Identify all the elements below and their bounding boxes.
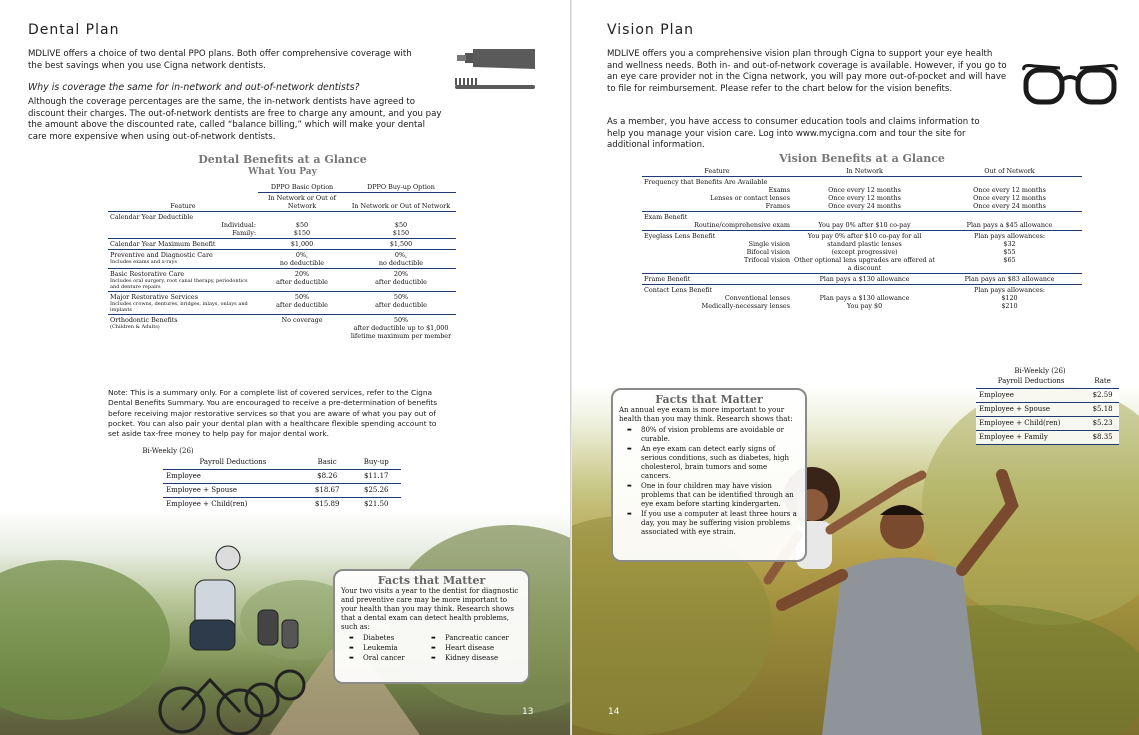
row-sublabel: Exams	[768, 186, 790, 194]
dental-heading: Dental Plan	[28, 22, 120, 38]
list-item: ▬ Heart disease	[445, 644, 522, 653]
row-label: Frequency that Benefits Are Available	[644, 178, 768, 186]
cell: You pay $0	[846, 302, 883, 310]
cell: Once every 12 months	[973, 186, 1046, 194]
table-row	[163, 470, 401, 484]
dental-facts-list-a	[341, 634, 423, 664]
cell: (except progressive)	[831, 248, 898, 256]
cell: $18.67	[303, 484, 352, 498]
row-sublabel: Trifocal vision	[744, 256, 790, 264]
vision-page	[572, 0, 1139, 735]
row-label: Employee	[976, 389, 1086, 403]
cell: 0%,	[394, 251, 408, 259]
cell: $55	[1003, 248, 1016, 256]
cell: 50%	[294, 293, 310, 301]
col-header: Buy-up	[352, 456, 401, 470]
col-out-network: Out of Network	[937, 166, 1082, 177]
cell: Once every 24 months	[828, 202, 901, 210]
row-label: Employee + Spouse	[163, 484, 303, 498]
cell: $32	[1003, 240, 1016, 248]
toothpaste-icon	[455, 47, 537, 99]
cell: Once every 12 months	[828, 194, 901, 202]
col-buyup: DPPO Buy-up Option	[346, 182, 456, 193]
table-row	[108, 250, 456, 269]
cell: after deductible	[375, 301, 427, 309]
row-sublabel: Frames	[765, 202, 790, 210]
dental-facts-box	[333, 569, 530, 684]
cell: Plan pays allowances:	[973, 232, 1046, 240]
page-number: 14	[608, 707, 620, 717]
cell: 20%	[393, 270, 409, 278]
row-note: Includes exams and x-rays	[110, 259, 177, 265]
row-label: Calendar Year Maximum Benefit	[108, 239, 258, 250]
vision-table-title: Vision Benefits at a Glance	[779, 152, 945, 165]
cell: after deductible up to $1,000 lifetime maximum per member	[350, 324, 452, 340]
table-row	[163, 484, 401, 498]
col-header: Payroll Deductions	[976, 375, 1086, 389]
cell: Plan pays a $130 allowance	[819, 294, 910, 302]
cell: $150	[392, 229, 410, 237]
cell: after deductible	[276, 278, 328, 286]
vision-benefits-table	[642, 166, 1082, 311]
cell: $2.59	[1086, 389, 1119, 403]
cell: $150	[293, 229, 311, 237]
cell: no deductible	[378, 259, 424, 267]
row-label: Calendar Year Deductible	[110, 213, 194, 221]
row-note: Includes crowns, dentures, bridges, inlays, onlays and implants	[110, 301, 248, 313]
row-label: Basic Restorative Care	[110, 270, 185, 278]
dental-table-title: Dental Benefits at a Glance	[198, 153, 367, 166]
vision-intro: MDLIVE offers you a comprehensive vision plan through Cigna to support your eye health and wellness needs. Both in- and out-of-network coverage is available. However, if you go to an eye care provider not in the Cigna network, you will pay more out-of-pocket and will have to file for reimbursement. Please refer to the chart below for the vision benefits.	[607, 49, 1007, 94]
list-item: ▬ If you use a computer at least three hours a day, you may be suffering vision problems associated with eye strain.	[641, 510, 799, 537]
list-item: ▬ Oral cancer	[363, 654, 423, 663]
col-header: Basic	[303, 456, 352, 470]
vision-facts-box	[611, 388, 807, 562]
cell: $50	[295, 221, 309, 229]
cell: 20%	[294, 270, 310, 278]
cell: $21.50	[352, 498, 401, 512]
row-label: Exam Benefit	[644, 213, 688, 221]
dental-answer: Although the coverage percentages are the same, the in-network dentists have agreed to discount their charges. The out-of-network dentists are free to charge any amount, and you pay the amount above the discounted rate, called “balance billing,” which will make your dental care more expensive when using out-of-network dentists.	[28, 97, 442, 142]
vision-deductions-table	[976, 375, 1119, 445]
cell: Once every 12 months	[828, 186, 901, 194]
col-header: Payroll Deductions	[163, 456, 303, 470]
cell: $5.18	[1086, 403, 1119, 417]
table-row	[976, 403, 1119, 417]
cell: after deductible	[375, 278, 427, 286]
row-label: Frame Benefit	[642, 274, 792, 285]
list-item: ▬ Leukemia	[363, 644, 423, 653]
table-row	[108, 269, 456, 292]
cell: no deductible	[279, 259, 325, 267]
row-label: Contact Lens Benefit	[644, 286, 713, 294]
table-row	[642, 274, 1082, 285]
cell: $65	[1003, 256, 1016, 264]
eyeglasses-icon	[1020, 62, 1120, 106]
row-note: (Children & Adults)	[110, 324, 160, 330]
cell: Plan pays a $45 allowance	[966, 221, 1053, 229]
cell: No coverage	[281, 316, 323, 324]
row-label: Employee + Child(ren)	[976, 417, 1086, 431]
table-row	[976, 417, 1119, 431]
row-label: Employee + Spouse	[976, 403, 1086, 417]
table-row	[642, 212, 1082, 231]
vision-facts-title: Facts that Matter	[655, 393, 763, 406]
list-item: ▬ 80% of vision problems are avoidable or curable.	[641, 426, 799, 444]
cell: $1,000	[258, 239, 346, 250]
cell: $8.35	[1086, 431, 1119, 445]
row-sublabel: Routine/comprehensive exam	[694, 221, 790, 229]
col-network-buyup: In Network or Out of Network	[346, 193, 456, 212]
row-sublabel: Conventional lenses	[724, 294, 790, 302]
dental-table-subtitle: What You Pay	[248, 167, 317, 177]
cell: $1,500	[346, 239, 456, 250]
dental-facts-body: Your two visits a year to the dentist for diagnostic and preventive care may be more important to your health than you may think. Research shows that a dental exam can detect health problems, such as:	[341, 587, 519, 631]
page-number: 13	[522, 707, 534, 717]
cell: 50%	[393, 293, 409, 301]
col-feature: Feature	[642, 166, 792, 177]
cell: Plan pays a $130 allowance	[792, 274, 937, 285]
dental-note: Note: This is a summary only. For a complete list of covered services, refer to the Cigna Dental Benefits Summary. You are encouraged to receive a pre-determination of benefits before receiving major restorative services so that you are aware of what you pay out of pocket. You can also pair your dental plan with a healthcare flexible spending account to set aside tax-free money to help pay for major dental work.	[108, 388, 438, 439]
cell: $8.26	[303, 470, 352, 484]
row-sublabel: Family:	[232, 229, 256, 237]
row-sublabel: Single vision	[748, 240, 790, 248]
vision-facts-list	[619, 426, 799, 537]
table-row	[108, 315, 456, 342]
dental-facts-list-b	[423, 634, 522, 664]
dental-benefits-table	[108, 182, 456, 341]
row-label: Preventive and Diagnostic Care	[110, 251, 213, 259]
toothbrush-icon	[455, 78, 535, 89]
table-row	[642, 285, 1082, 312]
table-row	[108, 212, 456, 239]
cell: Plan pays allowances:	[973, 286, 1046, 294]
cell: Other optional lens upgrades are offered at a discount	[794, 256, 935, 272]
table-row	[108, 292, 456, 315]
dental-deduction-title: Bi-Weekly (26)	[142, 447, 194, 455]
vision-facts-body: An annual eye exam is more important to your health than you may think. Research shows that:	[619, 406, 793, 423]
list-item: ▬ One in four children may have vision problems that can be identified through an eye exam before starting kindergarten.	[641, 482, 799, 509]
col-network-basic: In Network or Out of Network	[258, 193, 346, 212]
list-item: ▬ Kidney disease	[445, 654, 522, 663]
list-item: ▬ An eye exam can detect early signs of serious conditions, such as diabetes, high cholesterol, brain tumors and some cancers.	[641, 445, 799, 481]
row-label: Eyeglass Lens Benefit	[644, 232, 716, 240]
table-row	[642, 231, 1082, 274]
col-basic: DPPO Basic Option	[258, 182, 346, 193]
table-row	[976, 389, 1119, 403]
dental-facts-title: Facts that Matter	[377, 574, 486, 587]
row-label: Major Restorative Services	[110, 293, 198, 301]
cell: $11.17	[352, 470, 401, 484]
vision-intro-2: As a member, you have access to consumer education tools and claims information to help you manage your vision care. Log into www.mycigna.com and tour the site for additional information.	[607, 117, 980, 150]
table-row	[108, 239, 456, 250]
row-label: Orthodontic Benefits	[110, 316, 178, 324]
cell: $25.26	[352, 484, 401, 498]
cell: $50	[394, 221, 408, 229]
vision-deduction-title: Bi-Weekly (26)	[1014, 367, 1066, 375]
row-sublabel: Individual:	[221, 221, 256, 229]
row-label: Employee + Family	[976, 431, 1086, 445]
table-row	[642, 177, 1082, 212]
cell: 0%,	[295, 251, 309, 259]
cell: Once every 24 months	[973, 202, 1046, 210]
cell: Once every 12 months	[973, 194, 1046, 202]
row-note: Includes oral surgery, root canal therapy, periodontics and denture repairs	[110, 278, 248, 290]
table-row	[976, 431, 1119, 445]
dental-question: Why is coverage the same for in-network and out-of-network dentists?	[28, 82, 360, 93]
row-sublabel: Medically-necessary lenses	[701, 302, 790, 310]
cell: $15.89	[303, 498, 352, 512]
cell: You pay 0% after $10 co-pay for all standard plastic lenses	[807, 232, 922, 248]
cell: 50%	[393, 316, 409, 324]
row-sublabel: Bifocal vision	[746, 248, 790, 256]
row-label: Employee	[163, 470, 303, 484]
dental-intro: MDLIVE offers a choice of two dental PPO plans. Both offer comprehensive coverage with the best savings when you use Cigna network dentists.	[28, 49, 412, 71]
row-label: Employee + Child(ren)	[163, 498, 303, 512]
list-item: ▬ Diabetes	[363, 634, 423, 643]
col-header: Rate	[1086, 375, 1119, 389]
cell: You pay 0% after $10 co-pay	[818, 221, 911, 229]
vision-heading: Vision Plan	[607, 22, 695, 38]
col-in-network: In Network	[792, 166, 937, 177]
cell: after deductible	[276, 301, 328, 309]
cell: $210	[1001, 302, 1018, 310]
list-item: ▬ Pancreatic cancer	[445, 634, 522, 643]
col-feature: Feature	[108, 193, 258, 212]
cell: $120	[1001, 294, 1018, 302]
cell: $5.23	[1086, 417, 1119, 431]
cell: Plan pays an $83 allowance	[937, 274, 1082, 285]
row-sublabel: Lenses or contact lenses	[710, 194, 790, 202]
